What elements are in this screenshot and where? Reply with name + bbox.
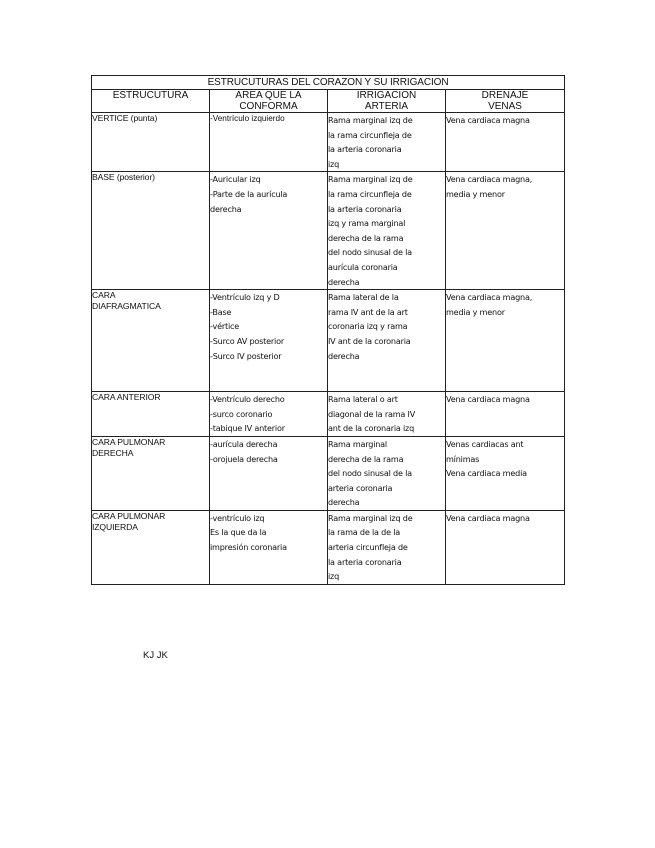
cell-irrigacion bbox=[328, 510, 446, 584]
cell-drenaje bbox=[446, 392, 565, 437]
cell-line: derecha bbox=[210, 203, 242, 214]
cell-line: derecha de la rama bbox=[328, 232, 404, 243]
cell-line: Rama marginal izq de bbox=[328, 512, 413, 523]
cell-line: -Surco AV posterior bbox=[210, 335, 284, 346]
cell-line: -Ventrículo izq y D bbox=[210, 292, 280, 303]
cell-line: izq bbox=[328, 571, 340, 582]
header-row bbox=[92, 90, 565, 113]
cell-line: CARA ANTERIOR bbox=[92, 392, 161, 403]
cell-drenaje bbox=[446, 436, 565, 510]
cell-drenaje bbox=[446, 510, 565, 584]
cell-irrigacion bbox=[328, 290, 446, 392]
cell-area bbox=[210, 113, 328, 172]
cell-line: Es la que da la bbox=[210, 527, 267, 538]
header-line: ESTRUCUTURA bbox=[112, 90, 189, 101]
cell-line: derecha de la rama bbox=[328, 453, 404, 464]
cell-line: CARA PULMONAR bbox=[92, 436, 166, 447]
cell-line: diagonal de la rama IV bbox=[328, 408, 416, 419]
cell-line: -Parte de la aurícula bbox=[210, 188, 288, 199]
cell-line: IZQUIERDA bbox=[92, 521, 138, 532]
table-row bbox=[92, 436, 565, 510]
cell-area bbox=[210, 436, 328, 510]
cell-line: aurícula coronaria bbox=[328, 261, 398, 272]
cell-line: derecha bbox=[328, 276, 360, 287]
cell-line: DERECHA bbox=[92, 447, 134, 458]
cell-estructura bbox=[92, 113, 210, 172]
cell-line: Rama marginal izq de bbox=[328, 174, 413, 185]
cell-drenaje bbox=[446, 113, 565, 172]
cell-line: mínimas bbox=[446, 453, 480, 464]
heart-structures-table bbox=[91, 75, 565, 585]
cell-line: arteria circunfleja de bbox=[328, 542, 408, 553]
cell-drenaje bbox=[446, 172, 565, 290]
cell-line: -Surco IV posterior bbox=[210, 350, 282, 361]
cell-irrigacion bbox=[328, 172, 446, 290]
header-line: VENAS bbox=[488, 101, 522, 112]
cell-line: la arteria coronaria bbox=[328, 203, 402, 214]
cell-drenaje bbox=[446, 290, 565, 392]
cell-line: -Ventrículo derecho bbox=[210, 394, 285, 405]
cell-line: DIAFRAGMATICA bbox=[92, 301, 161, 312]
table-row bbox=[92, 113, 565, 172]
cell-line: CARA bbox=[92, 290, 116, 301]
cell-line: media y menor bbox=[446, 188, 505, 199]
table-row bbox=[92, 510, 565, 584]
header-estructura bbox=[92, 90, 210, 113]
cell-irrigacion bbox=[328, 113, 446, 172]
cell-line: del nodo sinusal de la bbox=[328, 247, 412, 258]
header-irrigacion bbox=[328, 90, 446, 113]
cell-line: la rama circunfleja de bbox=[328, 129, 412, 140]
cell-line: -vértice bbox=[210, 321, 240, 332]
cell-line: arteria coronaria bbox=[328, 482, 393, 493]
cell-line: la arteria coronaria bbox=[328, 556, 402, 567]
cell-line: Rama marginal bbox=[328, 438, 387, 449]
cell-irrigacion bbox=[328, 436, 446, 510]
cell-line: Vena cardiaca magna, bbox=[446, 292, 533, 303]
header-line: DRENAJE bbox=[481, 90, 529, 101]
cell-line: Vena cardiaca media bbox=[446, 468, 527, 479]
table-title: ESTRUCUTURAS DEL CORAZON Y SU IRRIGACION bbox=[92, 76, 565, 90]
cell-area bbox=[210, 392, 328, 437]
cell-line: ant de la coronaria izq bbox=[328, 423, 415, 434]
cell-line: derecha bbox=[328, 350, 360, 361]
cell-line: Rama marginal izq de bbox=[328, 115, 413, 125]
cell-estructura bbox=[92, 510, 210, 584]
table-body bbox=[92, 113, 565, 585]
cell-line: -ventrículo izq bbox=[210, 512, 265, 523]
header-line: IRRIGACION bbox=[356, 90, 417, 101]
cell-line: BASE (posterior) bbox=[92, 172, 155, 183]
cell-line: izq bbox=[328, 158, 340, 169]
cell-line: Vena cardiaca magna bbox=[446, 394, 530, 405]
header-line: AREA QUE LA bbox=[235, 90, 302, 101]
cell-line: media y menor bbox=[446, 306, 505, 317]
cell-line: derecha bbox=[328, 497, 360, 508]
cell-estructura bbox=[92, 436, 210, 510]
cell-line: -Ventrículo izquierdo bbox=[210, 114, 285, 123]
cell-line: impresión coronaria bbox=[210, 542, 287, 553]
cell-line: -Auricular izq bbox=[210, 174, 261, 185]
cell-irrigacion bbox=[328, 392, 446, 437]
header-drenaje bbox=[446, 90, 565, 113]
table-row bbox=[92, 290, 565, 392]
cell-estructura bbox=[92, 172, 210, 290]
cell-line: -Base bbox=[210, 306, 232, 317]
cell-line: -tabique IV anterior bbox=[210, 423, 285, 434]
cell-line: la arteria coronaria bbox=[328, 144, 402, 155]
cell-line: la rama de la de la bbox=[328, 527, 401, 538]
cell-line: Rama lateral de la bbox=[328, 292, 399, 303]
cell-line: Vena cardiaca magna bbox=[446, 115, 530, 125]
cell-line: -surco coronario bbox=[210, 408, 273, 419]
cell-estructura bbox=[92, 290, 210, 392]
table-row bbox=[92, 172, 565, 290]
cell-line: -aurícula derecha bbox=[210, 438, 278, 449]
cell-line: CARA PULMONAR bbox=[92, 510, 166, 521]
header-area bbox=[210, 90, 328, 113]
cell-area bbox=[210, 290, 328, 392]
cell-line: coronaria izq y rama bbox=[328, 321, 408, 332]
cell-line: del nodo sinusal de la bbox=[328, 468, 412, 479]
footer-text: KJ JK bbox=[143, 650, 168, 661]
cell-line: izq y rama marginal bbox=[328, 218, 406, 229]
cell-line: VERTICE (punta) bbox=[92, 113, 158, 123]
cell-line: -orojuela derecha bbox=[210, 453, 278, 464]
cell-line: la rama circunfleja de bbox=[328, 188, 412, 199]
cell-line: Rama lateral o art bbox=[328, 394, 398, 405]
cell-area bbox=[210, 172, 328, 290]
header-line: CONFORMA bbox=[239, 101, 298, 112]
header-line: ARTERIA bbox=[364, 101, 409, 112]
cell-line: Vena cardiaca magna bbox=[446, 512, 530, 523]
cell-area bbox=[210, 510, 328, 584]
cell-line: Venas cardiacas ant bbox=[446, 438, 524, 449]
table-row bbox=[92, 392, 565, 437]
cell-line: IV ant de la coronaria bbox=[328, 335, 411, 346]
cell-estructura bbox=[92, 392, 210, 437]
cell-line: Vena cardiaca magna, bbox=[446, 174, 533, 185]
cell-line: rama IV ant de la art bbox=[328, 306, 408, 317]
